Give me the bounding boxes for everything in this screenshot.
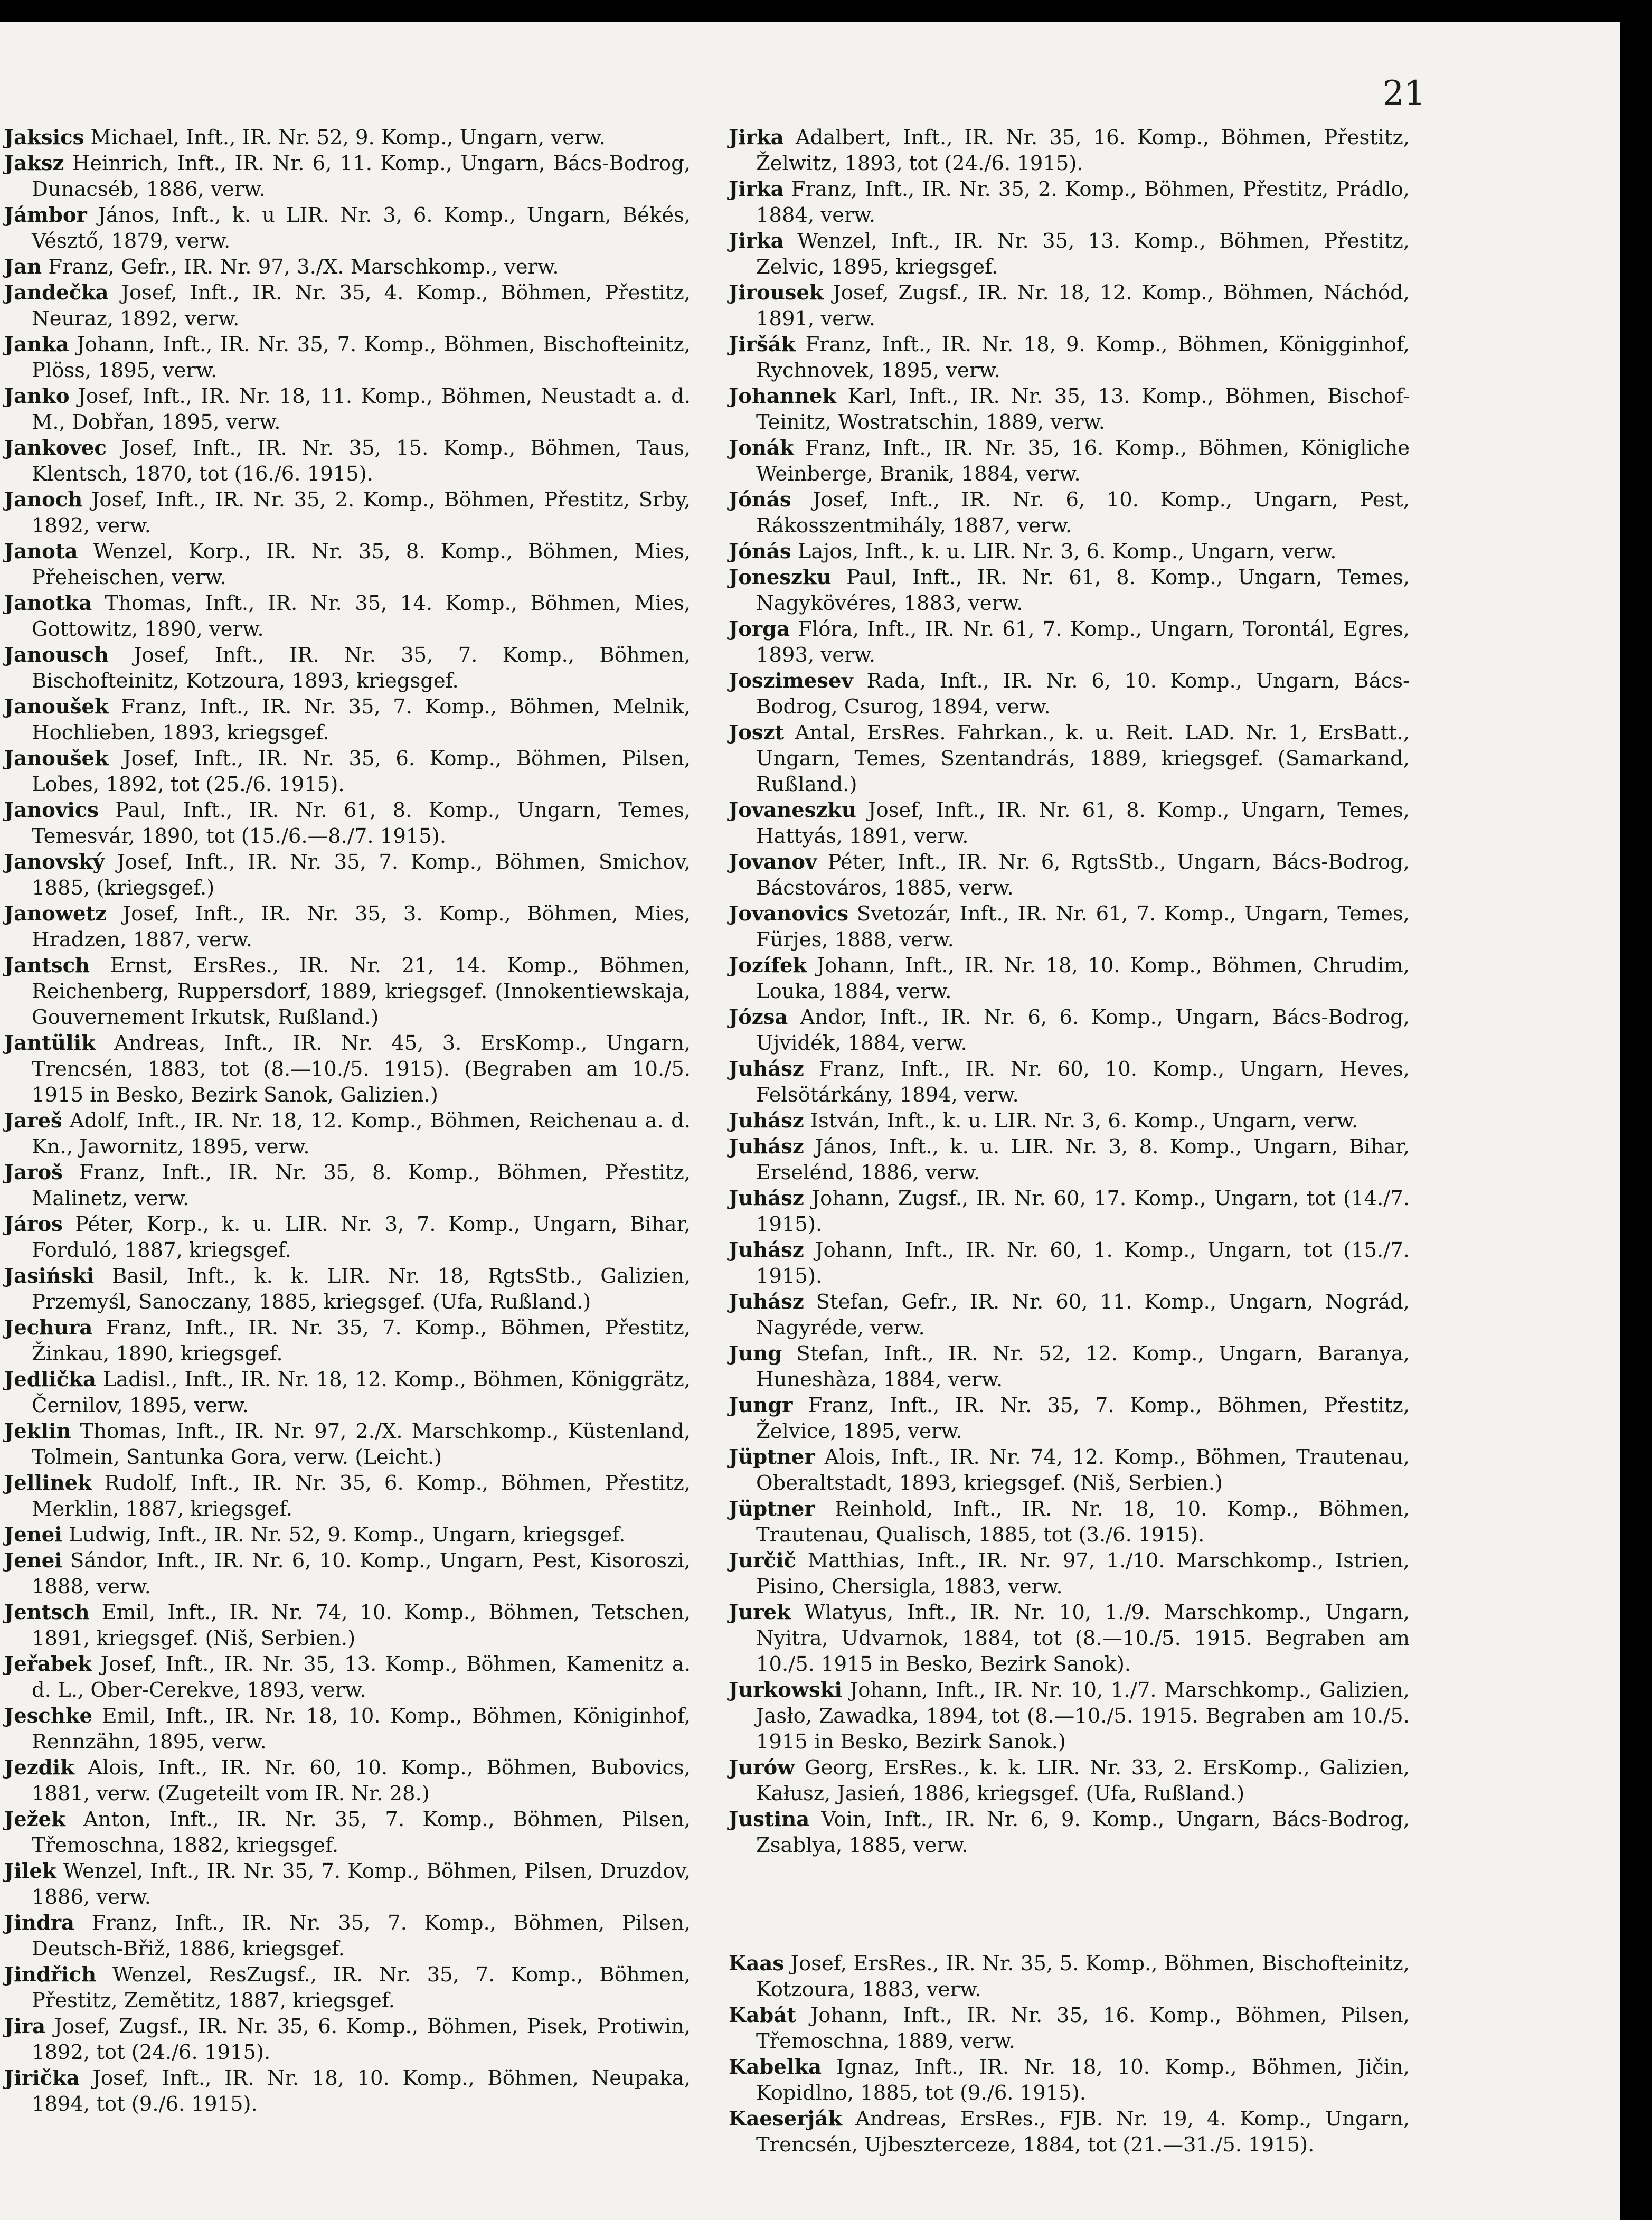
entry-surname: Jámbor <box>4 203 87 227</box>
list-entry <box>729 1951 1410 2002</box>
entry-surname: Jonák <box>729 436 794 460</box>
entry-details: Johann, Zugsf., IR. Nr. 60, 17. Komp., Ungarn, tot (14./7. 1915). <box>756 1187 1410 1236</box>
entry-surname: Jilek <box>4 1859 56 1883</box>
entry-surname: Jorga <box>729 617 790 641</box>
list-entry <box>729 720 1410 797</box>
list-entry <box>729 1393 1410 1444</box>
entry-surname: Janotka <box>4 591 92 615</box>
entry-details: Flóra, Inft., IR. Nr. 61, 7. Komp., Ungarn, Torontál, Egres, 1893, verw. <box>756 617 1410 667</box>
entry-details: Josef, ErsRes., IR. Nr. 35, 5. Komp., Böhmen, Bischofteinitz, Kotzoura, 1883, verw. <box>756 1952 1410 2001</box>
entry-details: Michael, Inft., IR. Nr. 52, 9. Komp., Ungarn, verw. <box>84 126 606 149</box>
entry-details: Adalbert, Inft., IR. Nr. 35, 16. Komp., Böhmen, Přestitz, Želwitz, 1893, tot (24./6. 1915). <box>756 126 1410 175</box>
list-entry <box>4 1600 691 1651</box>
entry-surname: Jantülik <box>4 1031 96 1055</box>
list-entry <box>4 125 691 150</box>
list-entry <box>4 1367 691 1418</box>
entry-details: Paul, Inft., IR. Nr. 61, 8. Komp., Ungarn, Temes, Nagykövéres, 1883, verw. <box>756 566 1410 615</box>
entry-surname: Kaeserják <box>729 2107 842 2131</box>
list-entry <box>4 849 691 901</box>
entry-surname: Jenei <box>4 1523 62 1547</box>
entry-details: Thomas, Inft., IR. Nr. 35, 14. Komp., Böhmen, Mies, Gottowitz, 1890, verw. <box>32 591 691 641</box>
entry-details: János, Inft., k. u. LIR. Nr. 3, 8. Komp., Ungarn, Bihar, Erselénd, 1886, verw. <box>756 1135 1410 1184</box>
list-entry <box>729 1600 1410 1677</box>
entry-details: Johann, Inft., IR. Nr. 35, 16. Komp., Böhmen, Pilsen, Třemoschna, 1889, verw. <box>756 2003 1410 2053</box>
entry-surname: Jan <box>4 255 42 279</box>
list-entry <box>4 202 691 254</box>
entry-details: Svetozár, Inft., IR. Nr. 61, 7. Komp., Ungarn, Temes, Fürjes, 1888, verw. <box>756 902 1410 952</box>
list-entry <box>729 1548 1410 1600</box>
entry-details: Ernst, ErsRes., IR. Nr. 21, 14. Komp., Böhmen, Reichenberg, Ruppersdorf, 1889, kriegsgef. (Innokentiewskaja, Gouvernement Irkutsk, Rußland.) <box>32 954 691 1029</box>
list-entry <box>729 1289 1410 1341</box>
entry-details: Georg, ErsRes., k. k. LIR. Nr. 33, 2. ErsKomp., Galizien, Kałusz, Jasień, 1886, kriegsgef. (Ufa, Rußland.) <box>756 1756 1410 1805</box>
entry-surname: Jüptner <box>729 1445 815 1469</box>
entry-details: Wenzel, Inft., IR. Nr. 35, 13. Komp., Böhmen, Přestitz, Zelvic, 1895, kriegsgef. <box>756 229 1410 279</box>
entry-surname: Jezdik <box>4 1756 74 1780</box>
entry-details: Adolf, Inft., IR. Nr. 18, 12. Komp., Böhmen, Reichenau a. d. Kn., Jawornitz, 1895, verw. <box>32 1109 691 1159</box>
entry-surname: Kabát <box>729 2003 797 2027</box>
entry-surname: Janoch <box>4 488 83 512</box>
entry-surname: Jedlička <box>4 1368 96 1391</box>
list-entry <box>4 694 691 746</box>
entry-surname: Janka <box>4 333 69 356</box>
entry-surname: Jandečka <box>4 281 109 305</box>
entry-details: Heinrich, Inft., IR. Nr. 6, 11. Komp., Ungarn, Bács-Bodrog, Dunacséb, 1886, verw. <box>32 152 691 201</box>
entry-surname: Ježek <box>4 1808 65 1831</box>
entry-details: Andreas, Inft., IR. Nr. 45, 3. ErsKomp., Ungarn, Trencsén, 1883, tot (8.—10./5. 1915). (Begraben am 10./5. 1915 in Besko, Bezirk Sanok, Galizien.) <box>32 1031 691 1107</box>
entry-details: Wenzel, Inft., IR. Nr. 35, 7. Komp., Böhmen, Pilsen, Druzdov, 1886, verw. <box>32 1859 691 1909</box>
list-entry <box>4 150 691 202</box>
entry-details: Stefan, Gefr., IR. Nr. 60, 11. Komp., Ungarn, Nográd, Nagyréde, verw. <box>756 1290 1410 1340</box>
list-entry <box>729 565 1410 616</box>
list-entry <box>4 901 691 953</box>
list-entry <box>4 2014 691 2065</box>
entry-details: Josef, Inft., IR. Nr. 18, 11. Komp., Böhmen, Neustadt a. d. M., Dobřan, 1895, verw. <box>32 384 691 434</box>
entry-surname: Jira <box>4 2015 46 2038</box>
entry-details: Josef, Inft., IR. Nr. 35, 7. Komp., Böhmen, Smichov, 1885, (kriegsgef.) <box>32 850 691 900</box>
entry-details: Rada, Inft., IR. Nr. 6, 10. Komp., Ungarn, Bács-Bodrog, Csurog, 1894, verw. <box>756 669 1410 719</box>
entry-surname: Janowetz <box>4 902 107 926</box>
entry-surname: Jindra <box>4 1911 74 1935</box>
entry-details: Ignaz, Inft., IR. Nr. 18, 10. Komp., Böhmen, Jičin, Kopidlno, 1885, tot (9./6. 1915). <box>756 2055 1410 2105</box>
entry-surname: Janousch <box>4 643 109 667</box>
list-entry <box>4 254 691 280</box>
entry-details: Anton, Inft., IR. Nr. 35, 7. Komp., Böhmen, Pilsen, Třemoschna, 1882, kriegsgef. <box>32 1808 691 1857</box>
list-entry <box>729 901 1410 953</box>
list-entry <box>4 1315 691 1367</box>
entry-details: Josef, Zugsf., IR. Nr. 18, 12. Komp., Böhmen, Náchód, 1891, verw. <box>756 281 1410 331</box>
list-entry <box>4 2065 691 2117</box>
entry-details: Josef, Inft., IR. Nr. 35, 4. Komp., Böhmen, Přestitz, Neuraz, 1892, verw. <box>32 281 691 331</box>
list-entry <box>729 2002 1410 2054</box>
entry-surname: Jirka <box>729 177 784 201</box>
entry-details: Johann, Inft., IR. Nr. 60, 1. Komp., Ungarn, tot (15./7. 1915). <box>756 1238 1410 1288</box>
scan-border <box>0 0 1652 22</box>
entry-surname: Jellinek <box>4 1471 92 1495</box>
entry-surname: Jurów <box>729 1756 795 1780</box>
entry-details: Franz, Inft., IR. Nr. 35, 7. Komp., Böhmen, Melnik, Hochlieben, 1893, kriegsgef. <box>32 695 691 745</box>
entry-details: Josef, Inft., IR. Nr. 35, 3. Komp., Böhmen, Mies, Hradzen, 1887, verw. <box>32 902 691 952</box>
entry-details: Thomas, Inft., IR. Nr. 97, 2./X. Marschkomp., Küstenland, Tolmein, Santunka Gora, verw. (Leicht.) <box>32 1419 691 1469</box>
entry-surname: Jiršák <box>729 333 796 356</box>
list-entry <box>729 383 1410 435</box>
list-entry <box>729 797 1410 849</box>
entry-surname: Jüptner <box>729 1497 815 1521</box>
entry-details: Josef, Inft., IR. Nr. 61, 8. Komp., Ungarn, Temes, Hattyás, 1891, verw. <box>756 798 1410 848</box>
entry-surname: Kaas <box>729 1952 785 1976</box>
list-entry <box>729 1237 1410 1289</box>
list-entry <box>4 797 691 849</box>
entry-details: Paul, Inft., IR. Nr. 61, 8. Komp., Ungarn, Temes, Temesvár, 1890, tot (15./6.—8./7. 1915). <box>32 798 691 848</box>
entry-surname: Jung <box>729 1342 782 1366</box>
entry-surname: Joneszku <box>729 566 832 589</box>
entry-details: Karl, Inft., IR. Nr. 35, 13. Komp., Böhmen, Bischof-Teinitz, Wostratschin, 1889, verw. <box>756 384 1410 434</box>
list-entry <box>729 280 1410 332</box>
entry-details: Josef, Zugsf., IR. Nr. 35, 6. Komp., Böhmen, Pisek, Protiwin, 1892, tot (24./6. 1915). <box>32 2015 691 2064</box>
list-entry <box>729 1341 1410 1393</box>
list-entry <box>729 1807 1410 1858</box>
entry-details: Wenzel, ResZugsf., IR. Nr. 35, 7. Komp., Böhmen, Přestitz, Zemětitz, 1887, kriegsgef. <box>32 1963 691 2012</box>
entry-details: János, Inft., k. u LIR. Nr. 3, 6. Komp., Ungarn, Békés, Vésztő, 1879, verw. <box>32 203 691 253</box>
entry-surname: Jirka <box>729 126 784 149</box>
entry-details: Péter, Korp., k. u. LIR. Nr. 3, 7. Komp., Ungarn, Bihar, Forduló, 1887, kriegsgef. <box>32 1212 691 1262</box>
list-entry <box>729 487 1410 539</box>
list-entry <box>4 1030 691 1108</box>
list-entry <box>4 332 691 383</box>
entry-details: Alois, Inft., IR. Nr. 74, 12. Komp., Böhmen, Trautenau, Oberaltstadt, 1893, kriegsgef. (Niš, Serbien.) <box>756 1445 1410 1495</box>
entry-surname: Járos <box>4 1212 63 1236</box>
entry-surname: Janko <box>4 384 70 408</box>
entry-surname: Juhász <box>729 1109 804 1133</box>
list-entry <box>4 1418 691 1470</box>
list-entry <box>4 1263 691 1315</box>
entry-details: Franz, Inft., IR. Nr. 60, 10. Komp., Ungarn, Heves, Felsötárkány, 1894, verw. <box>756 1057 1410 1107</box>
entry-details: Lajos, Inft., k. u. LIR. Nr. 3, 6. Komp., Ungarn, verw. <box>791 540 1337 563</box>
list-entry <box>729 1056 1410 1108</box>
list-entry <box>729 1186 1410 1237</box>
entry-details: Franz, Inft., IR. Nr. 18, 9. Komp., Böhmen, Königginhof, Rychnovek, 1895, verw. <box>756 333 1410 382</box>
entry-surname: Jónás <box>729 540 791 563</box>
entry-surname: Jentsch <box>4 1601 90 1624</box>
list-entry <box>729 1108 1410 1134</box>
entry-details: Josef, Inft., IR. Nr. 35, 6. Komp., Böhmen, Pilsen, Lobes, 1892, tot (25./6. 1915). <box>32 747 691 796</box>
list-entry <box>4 1651 691 1703</box>
entry-details: Reinhold, Inft., IR. Nr. 18, 10. Komp., Böhmen, Trautenau, Qualisch, 1885, tot (3./6. 1915). <box>756 1497 1410 1547</box>
entry-details: Sándor, Inft., IR. Nr. 6, 10. Komp., Ungarn, Pest, Kisoroszi, 1888, verw. <box>32 1549 691 1598</box>
list-entry <box>4 280 691 332</box>
entry-surname: Joszimesev <box>729 669 853 693</box>
entry-details: Franz, Inft., IR. Nr. 35, 16. Komp., Böhmen, Königliche Weinberge, Branik, 1884, verw. <box>756 436 1410 486</box>
list-entry <box>4 1211 691 1263</box>
list-entry <box>4 590 691 642</box>
entry-surname: Jirousek <box>729 281 824 305</box>
entry-surname: Jeschke <box>4 1704 92 1728</box>
entry-details: Josef, Inft., IR. Nr. 18, 10. Komp., Böhmen, Neupaka, 1894, tot (9./6. 1915). <box>32 2066 691 2116</box>
entry-details: Josef, Inft., IR. Nr. 35, 7. Komp., Böhmen, Bischofteinitz, Kotzoura, 1893, kriegsgef. <box>32 643 691 693</box>
entry-details: Andreas, ErsRes., FJB. Nr. 19, 4. Komp., Ungarn, Trencsén, Ujbeszterceze, 1884, tot (21.—31./5. 1915). <box>756 2107 1410 2157</box>
entry-surname: Janoušek <box>4 747 109 770</box>
entry-details: Stefan, Inft., IR. Nr. 52, 12. Komp., Ungarn, Baranya, Huneshàza, 1884, verw. <box>756 1342 1410 1391</box>
list-entry <box>4 746 691 797</box>
entry-surname: Janovský <box>4 850 105 874</box>
entry-surname: Jaksics <box>4 126 84 149</box>
list-entry <box>4 1522 691 1548</box>
list-entry <box>729 616 1410 668</box>
entry-surname: Jareš <box>4 1109 62 1133</box>
list-entry <box>729 2054 1410 2106</box>
list-entry <box>729 1134 1410 1186</box>
entry-details: Josef, Inft., IR. Nr. 35, 13. Komp., Böhmen, Kamenitz a. d. L., Ober-Cerekve, 1893, verw. <box>32 1652 691 1702</box>
entry-details: Josef, Inft., IR. Nr. 6, 10. Komp., Ungarn, Pest, Rákosszentmihály, 1887, verw. <box>756 488 1410 538</box>
entry-details: Josef, Inft., IR. Nr. 35, 15. Komp., Böhmen, Taus, Klentsch, 1870, tot (16./6. 1915). <box>32 436 691 486</box>
list-entry <box>4 1807 691 1858</box>
list-entry <box>729 1004 1410 1056</box>
entry-surname: Jeklin <box>4 1419 71 1443</box>
entry-details: Josef, Inft., IR. Nr. 35, 2. Komp., Böhmen, Přestitz, Srby, 1892, verw. <box>32 488 691 538</box>
list-entry <box>729 668 1410 720</box>
entry-surname: Jeřabek <box>4 1652 92 1676</box>
entry-surname: Józsa <box>729 1005 788 1029</box>
entry-details: Voin, Inft., IR. Nr. 6, 9. Komp., Ungarn, Bács-Bodrog, Zsablya, 1885, verw. <box>756 1808 1410 1857</box>
list-entry <box>729 1677 1410 1755</box>
list-entry <box>4 1755 691 1807</box>
entry-surname: Jechura <box>4 1316 93 1340</box>
list-entry <box>729 435 1410 487</box>
column-right <box>729 125 1410 2158</box>
list-entry <box>729 125 1410 176</box>
list-entry <box>729 176 1410 228</box>
entry-surname: Jasiński <box>4 1264 95 1288</box>
list-entry <box>729 849 1410 901</box>
page-number: 21 <box>1382 74 1426 113</box>
list-entry <box>4 487 691 539</box>
entry-surname: Jozífek <box>729 954 807 977</box>
entry-surname: Juhász <box>729 1057 804 1081</box>
list-entry <box>729 539 1410 565</box>
list-entry <box>4 1703 691 1755</box>
entry-surname: Jovaneszku <box>729 798 856 822</box>
entry-details: Rudolf, Inft., IR. Nr. 35, 6. Komp., Böhmen, Přestitz, Merklin, 1887, kriegsgef. <box>32 1471 691 1521</box>
list-entry <box>4 1910 691 1962</box>
list-entry <box>4 953 691 1030</box>
entry-surname: Jenei <box>4 1549 62 1573</box>
entry-surname: Jungr <box>729 1394 793 1417</box>
entry-details: Matthias, Inft., IR. Nr. 97, 1./10. Marschkomp., Istrien, Pisino, Chersigla, 1883, verw. <box>756 1549 1410 1598</box>
list-entry <box>729 2106 1410 2158</box>
entry-surname: Jindřich <box>4 1963 97 1987</box>
entry-details: Franz, Inft., IR. Nr. 35, 8. Komp., Böhmen, Přestitz, Malinetz, verw. <box>32 1161 691 1210</box>
entry-details: Emil, Inft., IR. Nr. 74, 10. Komp., Böhmen, Tetschen, 1891, kriegsgef. (Niš, Serbien.) <box>32 1601 691 1650</box>
entry-surname: Kabelka <box>729 2055 822 2079</box>
entry-details: Emil, Inft., IR. Nr. 18, 10. Komp., Böhmen, Königinhof, Rennzähn, 1895, verw. <box>32 1704 691 1754</box>
entry-details: Alois, Inft., IR. Nr. 60, 10. Komp., Böhmen, Bubovics, 1881, verw. (Zugeteilt vom IR. Nr. 28.) <box>32 1756 691 1805</box>
list-entry <box>729 228 1410 280</box>
entry-details: Johann, Inft., IR. Nr. 35, 7. Komp., Böhmen, Bischofteinitz, Plöss, 1895, verw. <box>32 333 691 382</box>
entry-details: Wenzel, Korp., IR. Nr. 35, 8. Komp., Böhmen, Mies, Přeheischen, verw. <box>32 540 691 589</box>
entry-surname: Jónás <box>729 488 791 512</box>
list-entry <box>729 332 1410 383</box>
entry-details: Franz, Inft., IR. Nr. 35, 7. Komp., Böhmen, Přestitz, Želvice, 1895, verw. <box>756 1394 1410 1443</box>
entry-details: Antal, ErsRes. Fahrkan., k. u. Reit. LAD. Nr. 1, ErsBatt., Ungarn, Temes, Szentandrás, 1889, kriegsgef. (Samarkand, Rußland.) <box>756 721 1410 796</box>
entry-surname: Juhász <box>729 1238 804 1262</box>
entry-surname: Jaksz <box>4 152 64 175</box>
entry-details: Franz, Inft., IR. Nr. 35, 7. Komp., Böhmen, Pilsen, Deutsch-Břiž, 1886, kriegsgef. <box>32 1911 691 1961</box>
list-entry <box>4 1108 691 1160</box>
entry-surname: Janoušek <box>4 695 109 719</box>
list-entry <box>4 1858 691 1910</box>
entry-details: Johann, Inft., IR. Nr. 18, 10. Komp., Böhmen, Chrudim, Louka, 1884, verw. <box>756 954 1410 1003</box>
list-entry <box>4 1160 691 1211</box>
entry-surname: Janovics <box>4 798 99 822</box>
entry-surname: Jurčič <box>729 1549 797 1573</box>
list-entry <box>729 1496 1410 1548</box>
list-entry <box>4 1470 691 1522</box>
entry-surname: Jirička <box>4 2066 80 2090</box>
list-entry <box>729 1444 1410 1496</box>
entry-surname: Jaroš <box>4 1161 63 1184</box>
entry-details: Wlatyus, Inft., IR. Nr. 10, 1./9. Marschkomp., Ungarn, Nyitra, Udvarnok, 1884, tot (8.—10./5. 1915. Begraben am 10./5. 1915 in Besko, Bezirk Sanok). <box>756 1601 1410 1676</box>
entry-surname: Jovanov <box>729 850 817 874</box>
entry-surname: Jirka <box>729 229 784 253</box>
entry-surname: Juhász <box>729 1187 804 1210</box>
entry-details: Franz, Gefr., IR. Nr. 97, 3./X. Marschkomp., verw. <box>42 255 559 279</box>
list-entry <box>4 539 691 590</box>
entry-details: Andor, Inft., IR. Nr. 6, 6. Komp., Ungarn, Bács-Bodrog, Ujvidék, 1884, verw. <box>756 1005 1410 1055</box>
entry-details: Péter, Inft., IR. Nr. 6, RgtsStb., Ungarn, Bács-Bodrog, Bácstováros, 1885, verw. <box>756 850 1410 900</box>
entry-surname: Jovanovics <box>729 902 848 926</box>
list-entry <box>4 1548 691 1600</box>
entry-surname: Justina <box>729 1808 810 1831</box>
entry-surname: Joszt <box>729 721 785 745</box>
list-entry <box>729 1755 1410 1807</box>
entry-details: Ladisl., Inft., IR. Nr. 18, 12. Komp., Böhmen, Königgrätz, Černilov, 1895, verw. <box>32 1368 691 1417</box>
entry-details: Basil, Inft., k. k. LIR. Nr. 18, RgtsStb., Galizien, Przemyśl, Sanoczany, 1885, kriegsgef. (Ufa, Rußland.) <box>32 1264 691 1314</box>
entry-surname: Jurek <box>729 1601 791 1624</box>
entry-surname: Jankovec <box>4 436 107 460</box>
entry-details: Johann, Inft., IR. Nr. 10, 1./7. Marschkomp., Galizien, Jasło, Zawadka, 1894, tot (8.—10./5. 1915. Begraben am 10./5. 1915 in Besko, Bezirk Sanok.) <box>756 1678 1410 1754</box>
entry-details: István, Inft., k. u. LIR. Nr. 3, 6. Komp., Ungarn, verw. <box>804 1109 1358 1133</box>
entry-surname: Janota <box>4 540 78 563</box>
entry-details: Franz, Inft., IR. Nr. 35, 7. Komp., Böhmen, Přestitz, Žinkau, 1890, kriegsgef. <box>32 1316 691 1366</box>
entry-surname: Juhász <box>729 1290 804 1314</box>
list-entry <box>729 953 1410 1004</box>
entry-surname: Jantsch <box>4 954 90 977</box>
entry-surname: Jurkowski <box>729 1678 842 1702</box>
list-entry <box>4 435 691 487</box>
list-entry <box>4 1962 691 2014</box>
list-entry <box>4 383 691 435</box>
entry-details: Ludwig, Inft., IR. Nr. 52, 9. Komp., Ungarn, kriegsgef. <box>62 1523 626 1547</box>
column-left <box>4 125 691 2117</box>
entry-details: Franz, Inft., IR. Nr. 35, 2. Komp., Böhmen, Přestitz, Prádlo, 1884, verw. <box>756 177 1410 227</box>
entry-surname: Johannek <box>729 384 836 408</box>
entry-surname: Juhász <box>729 1135 804 1159</box>
list-entry <box>4 642 691 694</box>
